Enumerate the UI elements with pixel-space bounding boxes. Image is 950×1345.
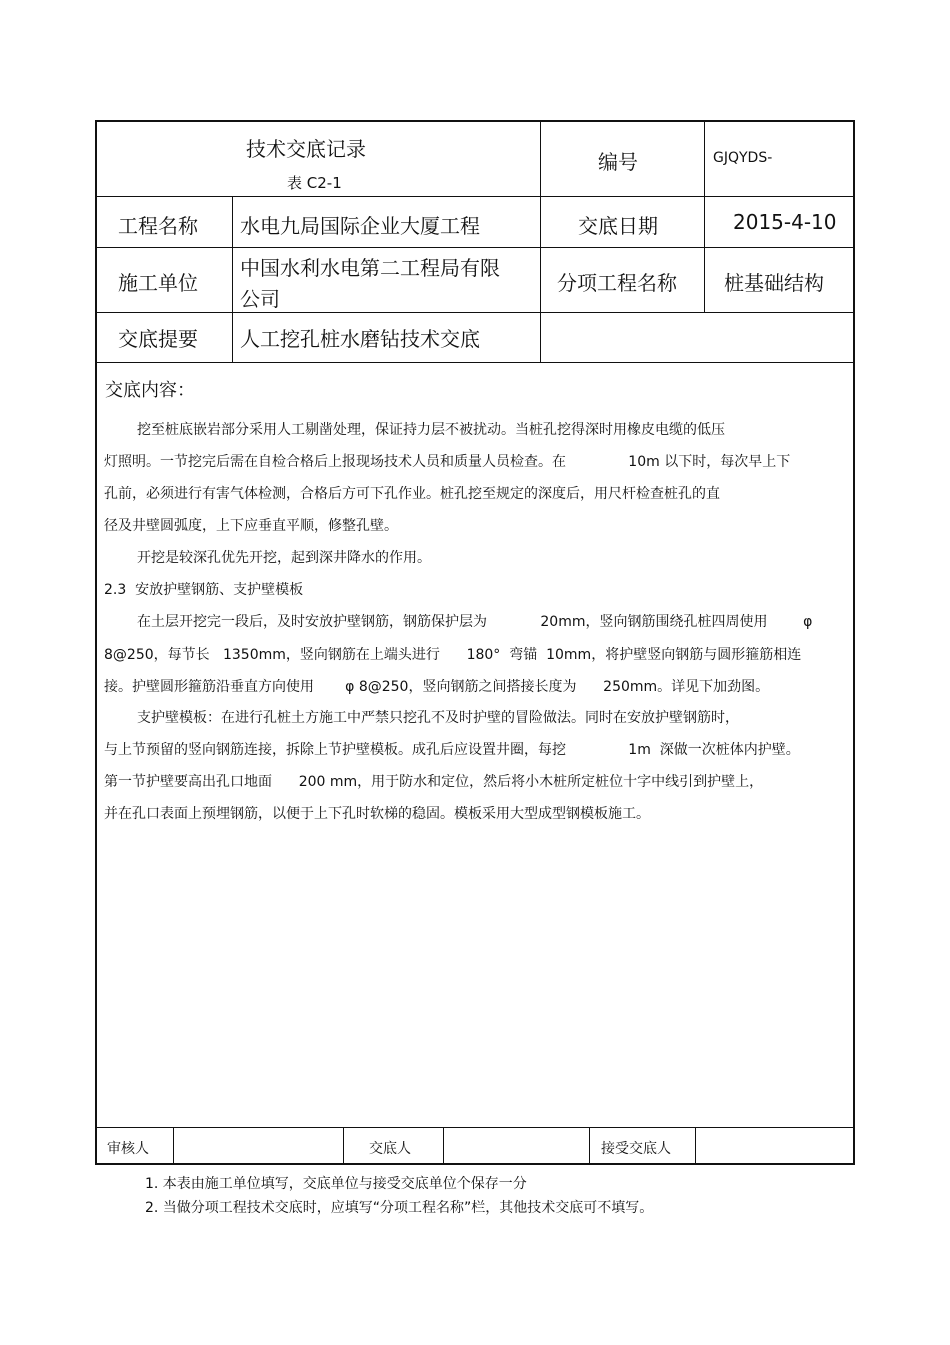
discloser-label: 交底人 — [369, 1141, 411, 1157]
col-divider — [232, 196, 233, 362]
project-value: 水电九局国际企业大厦工程 — [240, 214, 480, 238]
summary-label: 交底提要 — [118, 327, 198, 351]
date-value: 2015-4-10 — [733, 210, 837, 234]
content-line: 支护壁模板：在进行孔桩土方施工中严禁只挖孔不及时护壁的冒险做法。同时在安放护壁钢筋时， — [137, 710, 739, 726]
subproject-label: 分项工程名称 — [557, 271, 677, 295]
col-divider — [695, 1127, 696, 1163]
content-line: 挖至桩底嵌岩部分采用人工剔凿处理，保证持力层不被扰动。当桩孔挖得深时用橡皮电缆的低压 — [137, 422, 725, 438]
form-number: 表 C2-1 — [287, 174, 342, 192]
col-divider — [589, 1127, 590, 1163]
content-line: 与上节预留的竖向钢筋连接，拆除上节护壁模板。成孔后应设置井圈，每挖 1m 深做一次桩体内护壁。 — [104, 742, 800, 758]
row-divider — [97, 196, 853, 197]
subproject-value: 桩基础结构 — [724, 271, 824, 295]
content-line: 第一节护壁要高出孔口地面 200 mm，用于防水和定位，然后将小木桩所定桩位十字中线引到护壁上， — [104, 774, 764, 790]
content-line: 8@250，每节长 1350mm，竖向钢筋在上端头进行 180° 弯锚 10mm，将护壁竖向钢筋与圆形箍筋相连 — [104, 647, 802, 663]
footnote: 2. 当做分项工程技术交底时，应填写“分项工程名称”栏，其他技术交底可不填写。 — [145, 1200, 654, 1216]
content-line: 灯照明。一节挖完后需在自检合格后上报现场技术人员和质量人员检查。在 10m 以下时，每次早上下 — [104, 454, 791, 470]
project-label: 工程名称 — [118, 214, 198, 238]
col-divider — [343, 1127, 344, 1163]
footnote: 1. 本表由施工单位填写，交底单位与接受交底单位个保存一分 — [145, 1176, 527, 1192]
col-divider — [704, 122, 705, 312]
row-divider — [97, 247, 853, 248]
content-line: 孔前，必须进行有害气体检测，合格后方可下孔作业。桩孔挖至规定的深度后，用尺杆检查桩孔的直 — [104, 486, 720, 502]
unit-value-line2: 公司 — [240, 287, 280, 311]
unit-value-line1: 中国水利水电第二工程局有限 — [240, 256, 500, 280]
content-line: 开挖是较深孔优先开挖，起到深井降水的作用。 — [137, 550, 431, 566]
content-line: 2.3 安放护壁钢筋、支护壁模板 — [104, 582, 304, 598]
date-label: 交底日期 — [578, 214, 658, 238]
unit-label: 施工单位 — [118, 271, 198, 295]
col-divider — [443, 1127, 444, 1163]
summary-value: 人工挖孔桩水磨钻技术交底 — [240, 327, 480, 351]
content-line: 径及井壁圆弧度，上下应垂直平顺，修整孔壁。 — [104, 518, 398, 534]
reviewer-label: 审核人 — [107, 1141, 149, 1157]
content-line: 并在孔口表面上预埋钢筋，以便于上下孔时软梯的稳固。模板采用大型成型钢模板施工。 — [104, 806, 650, 822]
col-divider — [173, 1127, 174, 1163]
row-divider — [97, 362, 853, 363]
form-title: 技术交底记录 — [246, 137, 366, 161]
content-heading: 交底内容： — [105, 380, 195, 401]
content-line: 在土层开挖完一段后，及时安放护壁钢筋，钢筋保护层为 20mm，竖向钢筋围绕孔桩四周使用 φ — [137, 614, 813, 630]
col-divider — [540, 122, 541, 362]
content-line: 接。护壁圆形箍筋沿垂直方向使用 φ 8@250，竖向钢筋之间搭接长度为 250mm。详见下加劲图。 — [104, 679, 770, 695]
row-divider — [97, 312, 853, 313]
code-value: GJQYDS- — [713, 150, 773, 166]
row-divider — [97, 1127, 853, 1128]
code-label: 编号 — [598, 150, 638, 174]
receiver-label: 接受交底人 — [601, 1141, 671, 1157]
